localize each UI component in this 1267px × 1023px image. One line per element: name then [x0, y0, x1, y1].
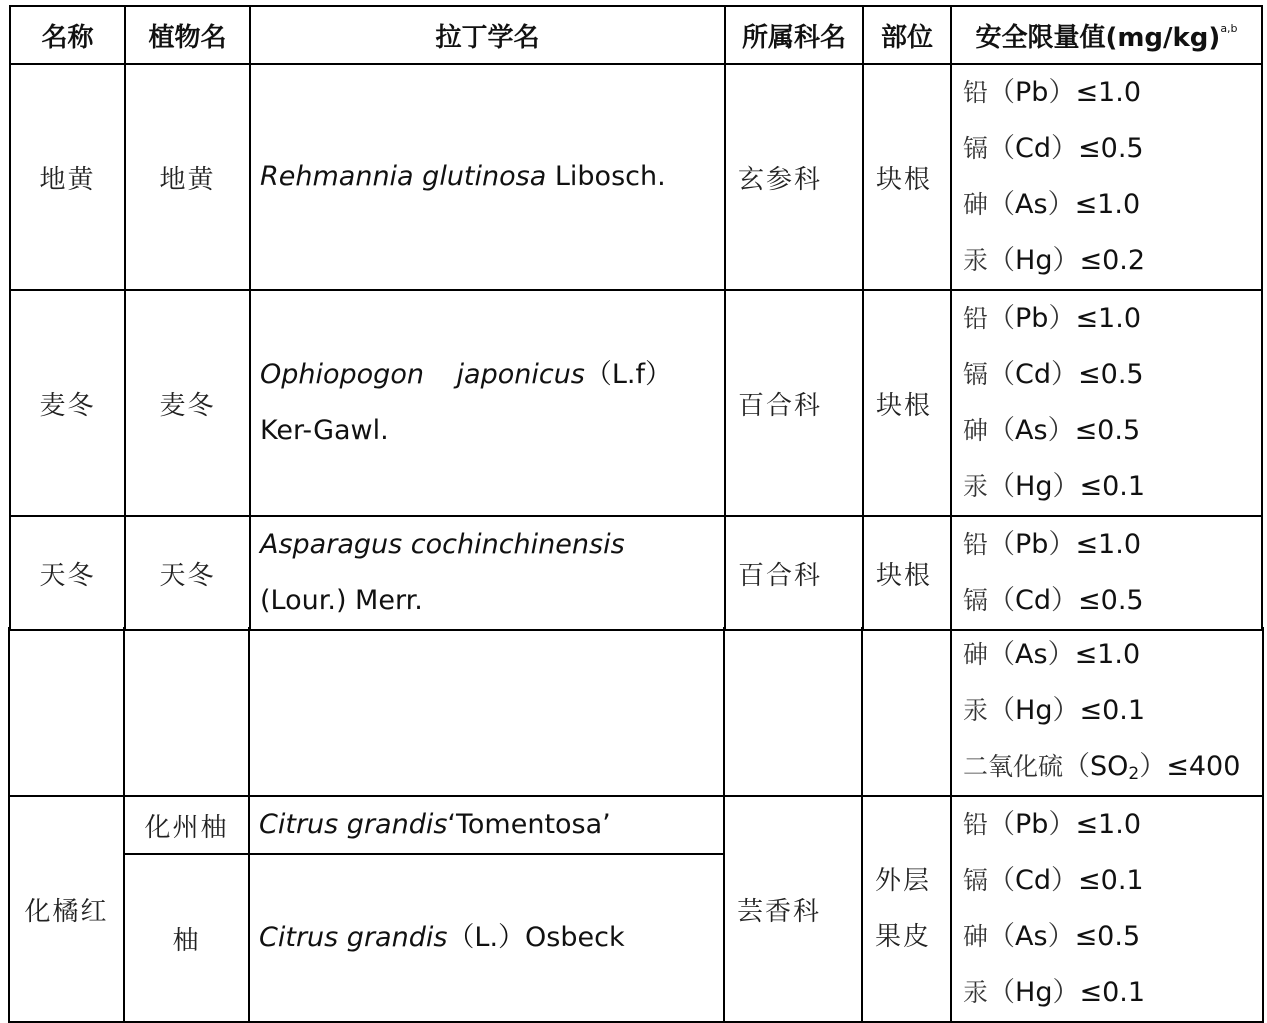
limit-symbol: Cd: [1015, 359, 1052, 390]
part-cell: 块根: [863, 290, 951, 516]
limit-line: 镉（Cd）≤0.5: [963, 585, 1144, 616]
limit-symbol: Hg: [1015, 245, 1053, 276]
limit-element: 砷: [963, 416, 989, 445]
family-cell: 芸香科: [724, 796, 862, 1022]
latin-cell: [250, 290, 725, 516]
limit-element: 铅: [963, 810, 989, 839]
header-family: 所属科名: [725, 6, 863, 64]
latin-italic: Citrus grandis: [259, 922, 448, 953]
limit-symbol: As: [1015, 921, 1048, 952]
limit-line: 汞（Hg）≤0.1: [963, 471, 1146, 502]
limit-value: ≤1.0: [1075, 77, 1141, 108]
limit-line-so2: 二氧化硫$(SO_2)\le 400$: [963, 751, 1241, 784]
limit-element: 镉: [963, 360, 989, 389]
limit-line: 砷（As）≤0.5: [963, 921, 1141, 952]
limit-element: 铅: [963, 304, 989, 333]
limit-symbol: Cd: [1015, 585, 1052, 616]
limit-element: 汞: [963, 246, 989, 275]
limit-cell: [951, 290, 1262, 516]
limit-symbol: As: [1015, 189, 1048, 220]
header-limit-sup: a,b: [1220, 21, 1238, 35]
limit-value: ≤0.1: [1078, 865, 1144, 896]
plant-cell: 化州柚: [124, 796, 249, 854]
limit-symbol: Hg: [1015, 695, 1053, 726]
table-row: [10, 290, 1262, 516]
table-row: [10, 64, 1262, 290]
limit-line: 铅（Pb）≤1.0: [963, 303, 1141, 334]
limit-element: 汞: [963, 978, 989, 1007]
safety-limits-table: [9, 5, 1263, 631]
part-line2: 果皮: [875, 922, 932, 952]
family-cell: 百合科: [725, 290, 863, 516]
limit-value: ≤0.5: [1074, 415, 1141, 446]
limit-symbol: Pb: [1015, 529, 1049, 560]
limit-element: 砷: [963, 640, 989, 669]
latin-rest: ‘Tomentosa’: [447, 809, 611, 840]
limit-value: ≤1.0: [1075, 303, 1141, 334]
latin-italic: Asparagus cochinchinensis: [260, 529, 625, 560]
latin-rest: （L.）Osbeck: [447, 922, 625, 953]
part-cell: 块根: [863, 64, 951, 290]
limit-symbol: As: [1015, 639, 1048, 670]
limit-value: ≤0.5: [1078, 585, 1144, 616]
continuation-row: [9, 627, 1263, 796]
limit-value: ≤0.1: [1079, 471, 1146, 502]
limit-element: 镉: [963, 586, 989, 615]
latin-line2: Ker-Gawl.: [260, 415, 389, 446]
table-row: [10, 516, 1262, 630]
limit-element: 汞: [963, 696, 989, 725]
limit-cell: [951, 796, 1263, 1022]
family-cell: 玄参科: [725, 64, 863, 290]
plant-cell: 柚: [124, 854, 249, 1022]
header-name: 名称: [10, 6, 125, 64]
limit-value: ≤0.5: [1078, 133, 1144, 164]
latin-rest: （L.f）: [584, 359, 673, 390]
plant-cell: 麦冬: [125, 290, 250, 516]
latin-italic: Citrus grandis: [259, 809, 448, 840]
limit-symbol: Pb: [1015, 809, 1049, 840]
name-cell: 天冬: [10, 516, 125, 630]
name-cell: 化橘红: [9, 796, 124, 1022]
limit-value: ≤400: [1166, 751, 1241, 782]
limit-value: ≤0.5: [1078, 359, 1144, 390]
limit-line: 铅（Pb）≤1.0: [963, 529, 1141, 560]
limit-symbol: Cd: [1015, 133, 1052, 164]
family-cell: 百合科: [725, 516, 863, 630]
plant-cell: 地黄: [125, 64, 250, 290]
header-row: [10, 6, 1262, 64]
limit-cell: [951, 627, 1263, 796]
empty-cell: [862, 627, 951, 796]
latin-cell: [250, 516, 725, 630]
limit-element: 镉: [963, 134, 989, 163]
limit-symbol: Pb: [1015, 77, 1049, 108]
limit-line: 汞（Hg）≤0.2: [963, 245, 1146, 276]
plant-cell: 天冬: [125, 516, 250, 630]
limit-line: 镉（Cd）≤0.5: [963, 359, 1144, 390]
latin-italic: Rehmannia glutinosa: [260, 161, 547, 192]
limit-line: 汞（Hg）≤0.1: [963, 695, 1146, 726]
limit-value: ≤1.0: [1075, 809, 1141, 840]
limit-value: ≤1.0: [1074, 639, 1141, 670]
limit-line: 砷（As）≤1.0: [963, 189, 1141, 220]
limit-element: 汞: [963, 472, 989, 501]
limit-line: 汞（Hg）≤0.1: [963, 977, 1146, 1008]
limit-element: 镉: [963, 866, 989, 895]
empty-cell: [124, 627, 249, 796]
limit-element: 铅: [963, 530, 989, 559]
limit-symbol: SO: [1090, 751, 1129, 782]
latin-cell: [249, 854, 724, 1022]
header-limit-label: 安全限量值(mg/kg): [975, 22, 1221, 53]
limit-subscript: 2: [1128, 764, 1140, 784]
limit-value: ≤0.5: [1074, 921, 1141, 952]
latin-rest: Libosch.: [546, 161, 666, 192]
limit-element: 二氧化硫: [963, 752, 1064, 781]
limit-line: 砷（As）≤0.5: [963, 415, 1141, 446]
latin-italic: Ophiopogon japonicus: [260, 359, 585, 390]
limit-line: 铅（Pb）≤1.0: [963, 809, 1141, 840]
empty-cell: [724, 627, 862, 796]
table-row: [9, 796, 1263, 854]
header-limit: [951, 6, 1262, 64]
limit-value: ≤1.0: [1074, 189, 1141, 220]
limit-symbol: Hg: [1015, 977, 1053, 1008]
limit-symbol: Pb: [1015, 303, 1049, 334]
limit-element: 铅: [963, 78, 989, 107]
limit-line: 铅（Pb）≤1.0: [963, 77, 1141, 108]
part-line1: 外层: [875, 866, 932, 896]
limit-value: ≤1.0: [1075, 529, 1141, 560]
latin-cell: [250, 64, 725, 290]
limit-element: 砷: [963, 190, 989, 219]
header-plant: 植物名: [125, 6, 250, 64]
part-cell: [862, 796, 951, 1022]
limit-symbol: As: [1015, 415, 1048, 446]
limit-line: 砷（As）≤1.0: [963, 639, 1141, 670]
limit-symbol: Cd: [1015, 865, 1052, 896]
safety-limits-table-continued: [8, 627, 1264, 1023]
header-latin: 拉丁学名: [250, 6, 725, 64]
limit-line: 镉（Cd）≤0.1: [963, 865, 1144, 896]
latin-line2: (Lour.) Merr.: [260, 585, 423, 616]
part-cell: 块根: [863, 516, 951, 630]
limit-symbol: Hg: [1015, 471, 1053, 502]
limit-cell: [951, 64, 1262, 290]
name-cell: 地黄: [10, 64, 125, 290]
limit-cell: [951, 516, 1262, 630]
limit-value: ≤0.1: [1079, 695, 1146, 726]
header-part: 部位: [863, 6, 951, 64]
empty-cell: [249, 627, 724, 796]
limit-line: 镉（Cd）≤0.5: [963, 133, 1144, 164]
limit-value: ≤0.2: [1079, 245, 1146, 276]
empty-cell: [9, 627, 124, 796]
name-cell: 麦冬: [10, 290, 125, 516]
latin-cell: [249, 796, 724, 854]
limit-value: ≤0.1: [1079, 977, 1146, 1008]
limit-element: 砷: [963, 922, 989, 951]
